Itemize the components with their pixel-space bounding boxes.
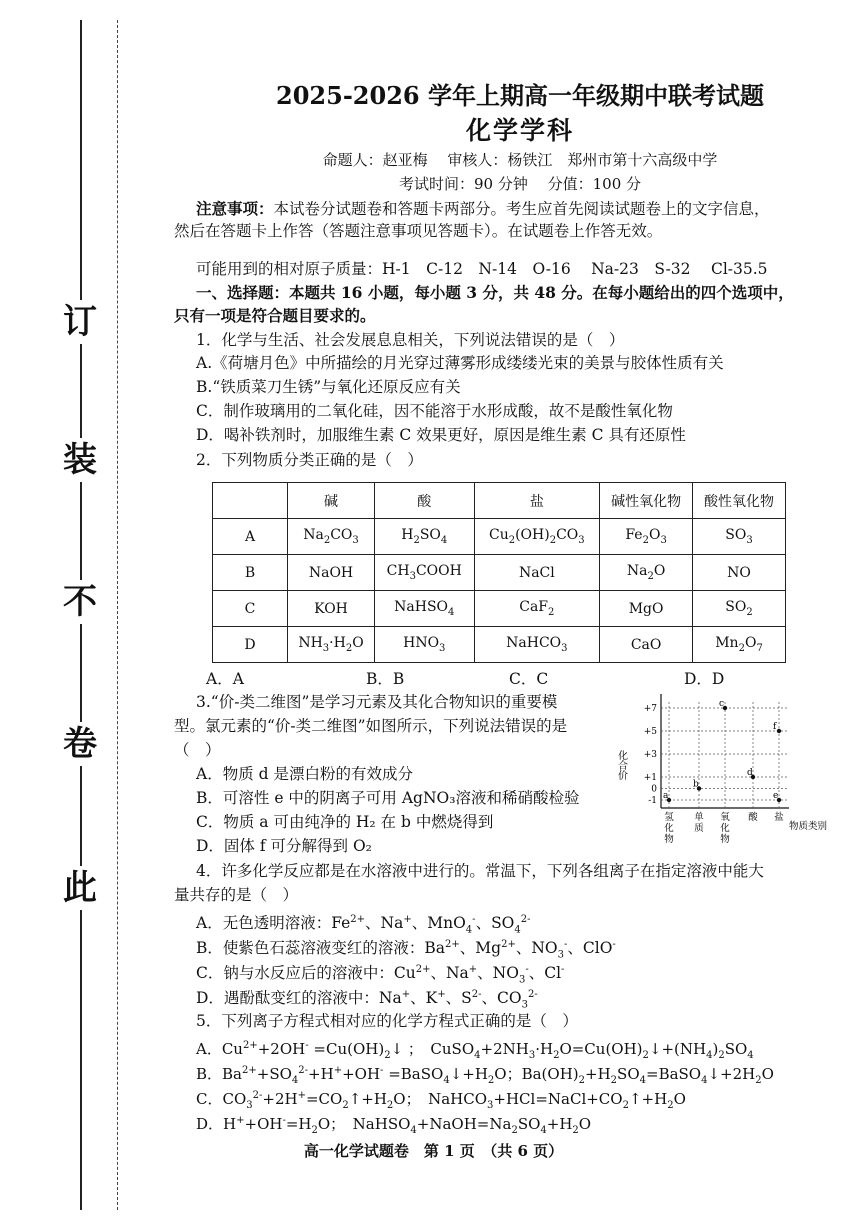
y-tick-label: +1: [643, 773, 657, 783]
binding-char: 卷: [63, 724, 97, 764]
table-header: 碱: [288, 483, 375, 519]
table-header: [213, 483, 288, 519]
notice-line-1: 注意事项：本试卷分试题卷和答题卡两部分。考生应首先阅读试题卷上的文字信息，: [196, 199, 770, 218]
x-category-label: 物: [664, 834, 674, 845]
q3-option-d: D．固体 f 可分解得到 O₂: [196, 837, 372, 855]
q2-option-b: B．B: [366, 670, 405, 688]
q5-option-c: C．$CO_3^{2-}+2H^+=CO_2↑+H_2O$； $NaHCO_3+HCl=NaCl+CO_2↑+H_2O$: [196, 1090, 686, 1111]
x-category-label: 单: [694, 812, 704, 823]
q3-stem-1: 3.“价-类二维图”是学习元素及其化合物知识的重要模: [196, 693, 558, 711]
table-header: 酸性氧化物: [693, 483, 786, 519]
binding-margin: [0, 0, 130, 1228]
x-category-label: 化: [664, 823, 674, 834]
y-tick-label: 0: [651, 784, 657, 795]
y-tick-label: +5: [643, 727, 657, 737]
q2-stem: 2．下列物质分类正确的是（ ）: [196, 451, 423, 469]
point-label: b: [693, 779, 699, 790]
authors-line: 命题人：赵亚梅 审核人：杨铁江 郑州市第十六高级中学: [322, 151, 718, 169]
q5-option-a: A．$Cu^{2+}+2OH^-$ $=Cu(OH)_2↓$ ； $CuSO_4+2NH_3\cdot H_2O=Cu(OH)_2↓+(NH_4)_2SO_4$: [196, 1040, 754, 1061]
binding-char: 订: [63, 302, 97, 342]
q4-option-a: A．无色透明溶液：$Fe^{2+}$、Na+、MnO$_4$-、$SO_4^{2-}$: [196, 914, 531, 936]
q3-stem-3: （ ）: [174, 741, 221, 759]
table-header: 碱性氧化物: [600, 483, 693, 519]
binding-char: 装: [63, 440, 97, 480]
point-label: d: [747, 768, 753, 778]
x-category-label: 盐: [774, 812, 784, 823]
binding-dashed-line: [117, 20, 118, 1210]
binding-char: 不: [63, 582, 97, 622]
chart-ylabel: 化合价: [615, 750, 627, 780]
notice-label: 注意事项：: [196, 199, 274, 218]
point-label: e: [773, 791, 779, 801]
notice-line-2: 然后在答题卡上作答（答题注意事项见答题卡）。在试题卷上作答无效。: [174, 222, 663, 240]
y-tick-label: +7: [643, 704, 657, 714]
q5-option-b: B．$Ba^{2+}+SO_4^{2-}+H^++OH^-$ $=BaSO_4↓+H_2O$；$Ba(OH)_2+H_2SO_4=BaSO_4↓+2H_2O$: [196, 1065, 774, 1086]
q3-option-b: B．可溶性 e 中的阴离子可用 AgNO₃溶液和稀硝酸检验: [196, 789, 580, 807]
table-row: A $Na_2CO_3$ $H_2SO_4$ $Cu_2(OH)_2CO_3$ $Fe_2O_3$ $SO_3$: [213, 519, 786, 555]
x-category-label: 氧: [720, 812, 730, 823]
q4-option-b: B．使紫色石蕊溶液变红的溶液：$Ba^{2+}$、$Mg^{2+}$、$NO_3^-$、ClO-: [196, 939, 616, 961]
section1-heading-2: 只有一项是符合题目要求的。: [174, 306, 376, 325]
table-header: 酸: [375, 483, 475, 519]
y-tick-label: +3: [643, 750, 657, 760]
q1-stem: 1．化学与生活、社会发展息息相关，下列说法错误的是（ ）: [196, 331, 625, 349]
q3-option-c: C．物质 a 可由纯净的 H₂ 在 b 中燃烧得到: [196, 813, 494, 831]
point-label: f: [773, 722, 777, 732]
section1-heading: 一、选择题：本题共 16 小题，每小题 3 分，共 48 分。在每小题给出的四个选项中，: [196, 283, 794, 302]
q4-option-c: C．钠与水反应后的溶液中：$Cu^{2+}$、Na+、$NO_3^-$、Cl-: [196, 964, 565, 986]
q2-option-d: D．D: [684, 670, 725, 688]
q1-option-a: A.《荷塘月色》中所描绘的月光穿过薄雾形成缕缕光束的美景与胶体性质有关: [196, 354, 724, 372]
chart-xlabel: 物质类别: [789, 821, 828, 832]
table-header: 盐: [474, 483, 600, 519]
x-category-label: 物: [720, 834, 730, 845]
q5-option-d: D．$H^++OH^-=H_2O$； $NaHSO_4+NaOH=Na_2SO_4+H_2O$: [196, 1115, 592, 1136]
valence-class-chart: [617, 690, 847, 850]
q2-option-a: A．A: [206, 670, 244, 688]
x-category-label: 化: [720, 823, 730, 834]
q1-option-b: B.“铁质菜刀生锈”与氧化还原反应有关: [196, 378, 461, 396]
x-category-label: 氢: [664, 812, 674, 823]
q4-stem-1: 4．许多化学反应都是在水溶液中进行的。常温下，下列各组离子在指定溶液中能大: [196, 862, 764, 880]
table-row: B NaOH $CH_3COOH$ NaCl $Na_2O$ NO: [213, 555, 786, 591]
table-row: C KOH NaHSO$_4$ CaF$_2$ MgO $SO_2$: [213, 591, 786, 627]
q2-option-c: C．C: [509, 670, 549, 688]
table-header-row: [213, 483, 786, 519]
q1-option-d: D．喝补铁剂时，加服维生素 C 效果更好，原因是维生素 C 具有还原性: [196, 426, 686, 444]
atomic-masses: 可能用到的相对原子质量：H-1 C-12 N-14 O-16 Na-23 S-32 Cl-35.5: [196, 260, 768, 278]
binding-char: 此: [63, 868, 97, 908]
point-label: a: [663, 791, 669, 801]
q3-stem-2: 型。氯元素的“价-类二维图”如图所示，下列说法错误的是: [174, 717, 568, 735]
exam-title: 2025-2026 学年上期高一年级期中联考试题: [276, 81, 764, 110]
q5-stem: 5．下列离子方程式相对应的化学方程式正确的是（ ）: [196, 1012, 578, 1030]
point-f: [777, 729, 781, 733]
page-footer: 高一化学试题卷 第 1 页 （共 6 页）: [303, 1142, 564, 1160]
y-tick-label: -1: [648, 796, 657, 806]
classification-table: [212, 482, 786, 663]
table-row: D $NH_3\cdot H_2O$ $HNO_3$ NaHCO$_3$ CaO $Mn_2O_7$: [213, 627, 786, 663]
point-label: c: [719, 699, 725, 709]
q1-option-c: C．制作玻璃用的二氧化硅，因不能溶于水形成酸，故不是酸性氧化物: [196, 402, 673, 420]
q4-stem-2: 量共存的是（ ）: [174, 886, 299, 904]
x-category-label: 酸: [748, 812, 758, 823]
exam-info: 考试时间：90 分钟 分值：100 分: [398, 175, 642, 193]
q4-option-d: D．遇酚酞变红的溶液中：Na+、K+、$S^{2-}$、$CO_3^{2-}$: [196, 989, 538, 1011]
q3-option-a: A．物质 d 是漂白粉的有效成分: [196, 765, 413, 783]
subject-title: 化学学科: [465, 116, 574, 145]
x-category-label: 质: [694, 823, 704, 834]
